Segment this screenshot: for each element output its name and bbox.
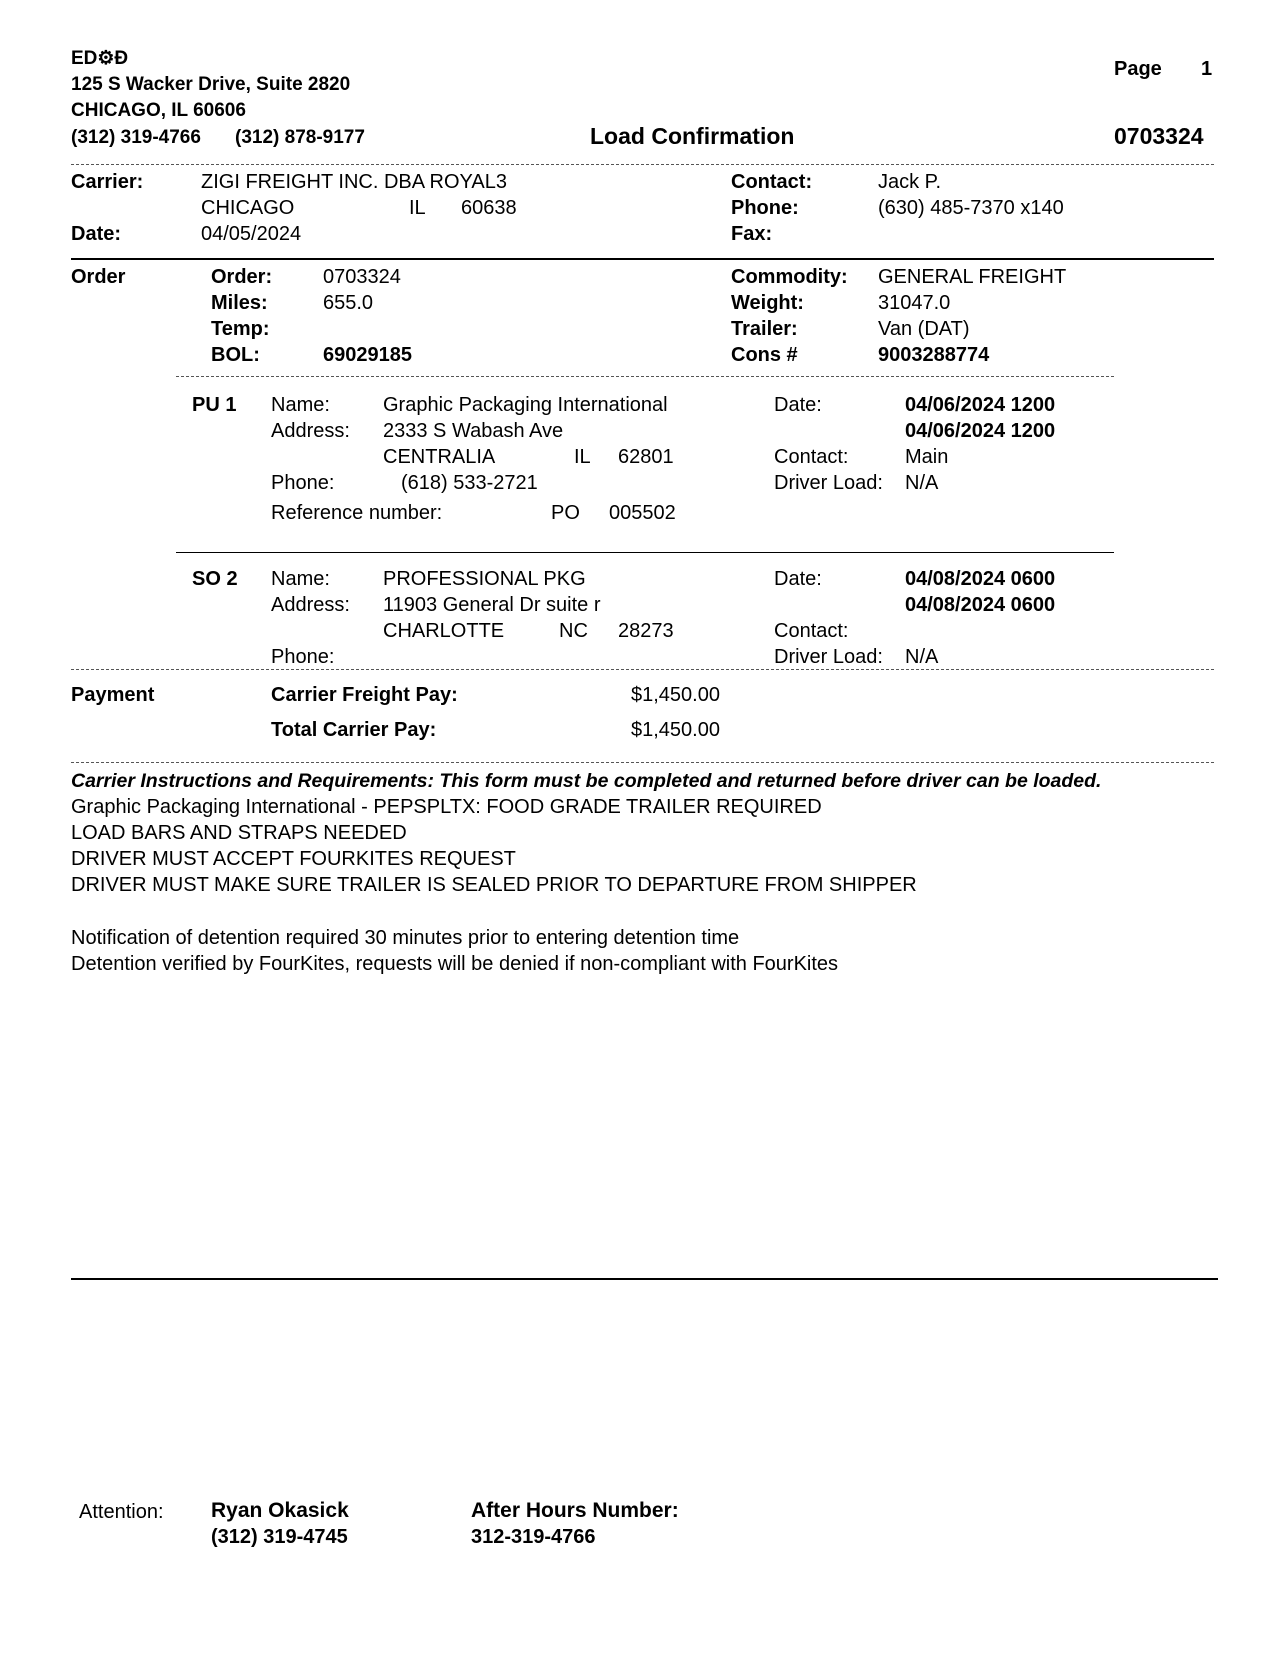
- contact-label: Contact:: [731, 171, 813, 193]
- miles-label: Miles:: [211, 292, 268, 314]
- fax-label: Fax:: [731, 223, 773, 245]
- company-phone-2: (312) 878-9177: [235, 127, 365, 148]
- company-address-line2: CHICAGO, IL 60606: [71, 100, 246, 121]
- payment-section-label: Payment: [71, 684, 155, 706]
- header-divider: [71, 164, 1214, 165]
- reference-type: PO: [551, 502, 580, 524]
- pickup-contact-label: Contact:: [774, 446, 849, 468]
- miles-value: 655.0: [323, 292, 374, 314]
- carrier-name: ZIGI FREIGHT INC. DBA ROYAL3: [201, 171, 507, 193]
- pickup-zip: 62801: [618, 446, 674, 468]
- signature-line: [71, 1278, 1218, 1280]
- pickup-driver-load: N/A: [905, 472, 939, 494]
- after-hours-label: After Hours Number:: [471, 1499, 679, 1522]
- delivery-divider: [71, 669, 1214, 670]
- delivery-zip: 28273: [618, 620, 674, 642]
- company-address-line1: 125 S Wacker Drive, Suite 2820: [71, 74, 351, 95]
- attention-phone: (312) 319-4745: [211, 1526, 348, 1548]
- delivery-contact-label: Contact:: [774, 620, 849, 642]
- pickup-state: IL: [574, 446, 591, 468]
- instruction-line: Graphic Packaging International - PEPSPLTX: FOOD GRADE TRAILER REQUIRED: [71, 796, 822, 818]
- after-hours-number: 312-319-4766: [471, 1526, 596, 1548]
- pickup-name: Graphic Packaging International: [383, 394, 668, 416]
- commodity-label: Commodity:: [731, 266, 848, 288]
- pickup-phone-label: Phone:: [271, 472, 335, 494]
- order-section-label: Order: [71, 266, 126, 288]
- delivery-date-1: 04/08/2024 0600: [905, 568, 1056, 590]
- delivery-address-label: Address:: [271, 594, 350, 616]
- instructions-heading: Carrier Instructions and Requirements: This form must be completed and returned before driver can be loaded.: [71, 770, 1102, 792]
- order-label: Order:: [211, 266, 273, 288]
- instruction-line: DRIVER MUST ACCEPT FOURKITES REQUEST: [71, 848, 516, 870]
- temp-label: Temp:: [211, 318, 270, 340]
- carrier-label: Carrier:: [71, 171, 144, 193]
- pickup-contact: Main: [905, 446, 949, 468]
- pickup-date-label: Date:: [774, 394, 822, 416]
- delivery-city: CHARLOTTE: [383, 620, 505, 642]
- weight-value: 31047.0: [878, 292, 951, 314]
- commodity-value: GENERAL FREIGHT: [878, 266, 1067, 288]
- company-name: ED⚙Đ: [71, 48, 129, 69]
- carrier-date: 04/05/2024: [201, 223, 302, 245]
- phone-label: Phone:: [731, 197, 799, 219]
- page-number: 1: [1201, 58, 1213, 80]
- carrier-divider: [71, 258, 1214, 260]
- delivery-name-label: Name:: [271, 568, 330, 590]
- total-pay-value: $1,450.00: [631, 719, 720, 741]
- freight-pay-value: $1,450.00: [631, 684, 720, 706]
- delivery-phone-label: Phone:: [271, 646, 335, 668]
- pickup-name-label: Name:: [271, 394, 330, 416]
- delivery-driver-load-label: Driver Load:: [774, 646, 883, 668]
- pickup-stop-label: PU 1: [192, 394, 237, 416]
- attention-name: Ryan Okasick: [211, 1499, 349, 1522]
- bol-value: 69029185: [323, 344, 412, 366]
- pickup-phone: (618) 533-2721: [401, 472, 538, 494]
- freight-pay-label: Carrier Freight Pay:: [271, 684, 458, 706]
- carrier-phone: (630) 485-7370 x140: [878, 197, 1064, 219]
- delivery-name: PROFESSIONAL PKG: [383, 568, 586, 590]
- instruction-line: DRIVER MUST MAKE SURE TRAILER IS SEALED PRIOR TO DEPARTURE FROM SHIPPER: [71, 874, 917, 896]
- reference-value: 005502: [609, 502, 676, 524]
- carrier-contact: Jack P.: [878, 171, 941, 193]
- pickup-date-1: 04/06/2024 1200: [905, 394, 1056, 416]
- instruction-line: LOAD BARS AND STRAPS NEEDED: [71, 822, 407, 844]
- trailer-label: Trailer:: [731, 318, 798, 340]
- carrier-zip: 60638: [461, 197, 517, 219]
- company-phone-1: (312) 319-4766: [71, 127, 201, 148]
- bol-label: BOL:: [211, 344, 260, 366]
- delivery-driver-load: N/A: [905, 646, 939, 668]
- delivery-street: 11903 General Dr suite r: [383, 594, 601, 616]
- date-label: Date:: [71, 223, 122, 245]
- order-number: 0703324: [323, 266, 401, 288]
- reference-label: Reference number:: [271, 502, 443, 524]
- carrier-city: CHICAGO: [201, 197, 295, 219]
- pickup-city: CENTRALIA: [383, 446, 496, 468]
- pickup-address-label: Address:: [271, 420, 350, 442]
- pickup-street: 2333 S Wabash Ave: [383, 420, 564, 442]
- delivery-date-2: 04/08/2024 0600: [905, 594, 1056, 616]
- pickup-date-2: 04/06/2024 1200: [905, 420, 1056, 442]
- page-label: Page: [1114, 58, 1162, 80]
- delivery-stop-label: SO 2: [192, 568, 238, 590]
- cons-value: 9003288774: [878, 344, 990, 366]
- detention-note: Detention verified by FourKites, requests will be denied if non-compliant with FourKites: [71, 953, 839, 975]
- cons-label: Cons #: [731, 344, 798, 366]
- delivery-date-label: Date:: [774, 568, 822, 590]
- weight-label: Weight:: [731, 292, 804, 314]
- total-pay-label: Total Carrier Pay:: [271, 719, 437, 741]
- attention-label: Attention:: [79, 1501, 164, 1523]
- order-divider: [176, 376, 1114, 377]
- payment-divider: [71, 762, 1214, 763]
- detention-note: Notification of detention required 30 minutes prior to entering detention time: [71, 927, 740, 949]
- pickup-driver-load-label: Driver Load:: [774, 472, 883, 494]
- trailer-value: Van (DAT): [878, 318, 970, 340]
- carrier-state: IL: [409, 197, 426, 219]
- delivery-state: NC: [559, 620, 588, 642]
- document-title: Load Confirmation: [590, 123, 795, 149]
- document-number: 0703324: [1114, 123, 1204, 149]
- pickup-divider: [176, 552, 1114, 553]
